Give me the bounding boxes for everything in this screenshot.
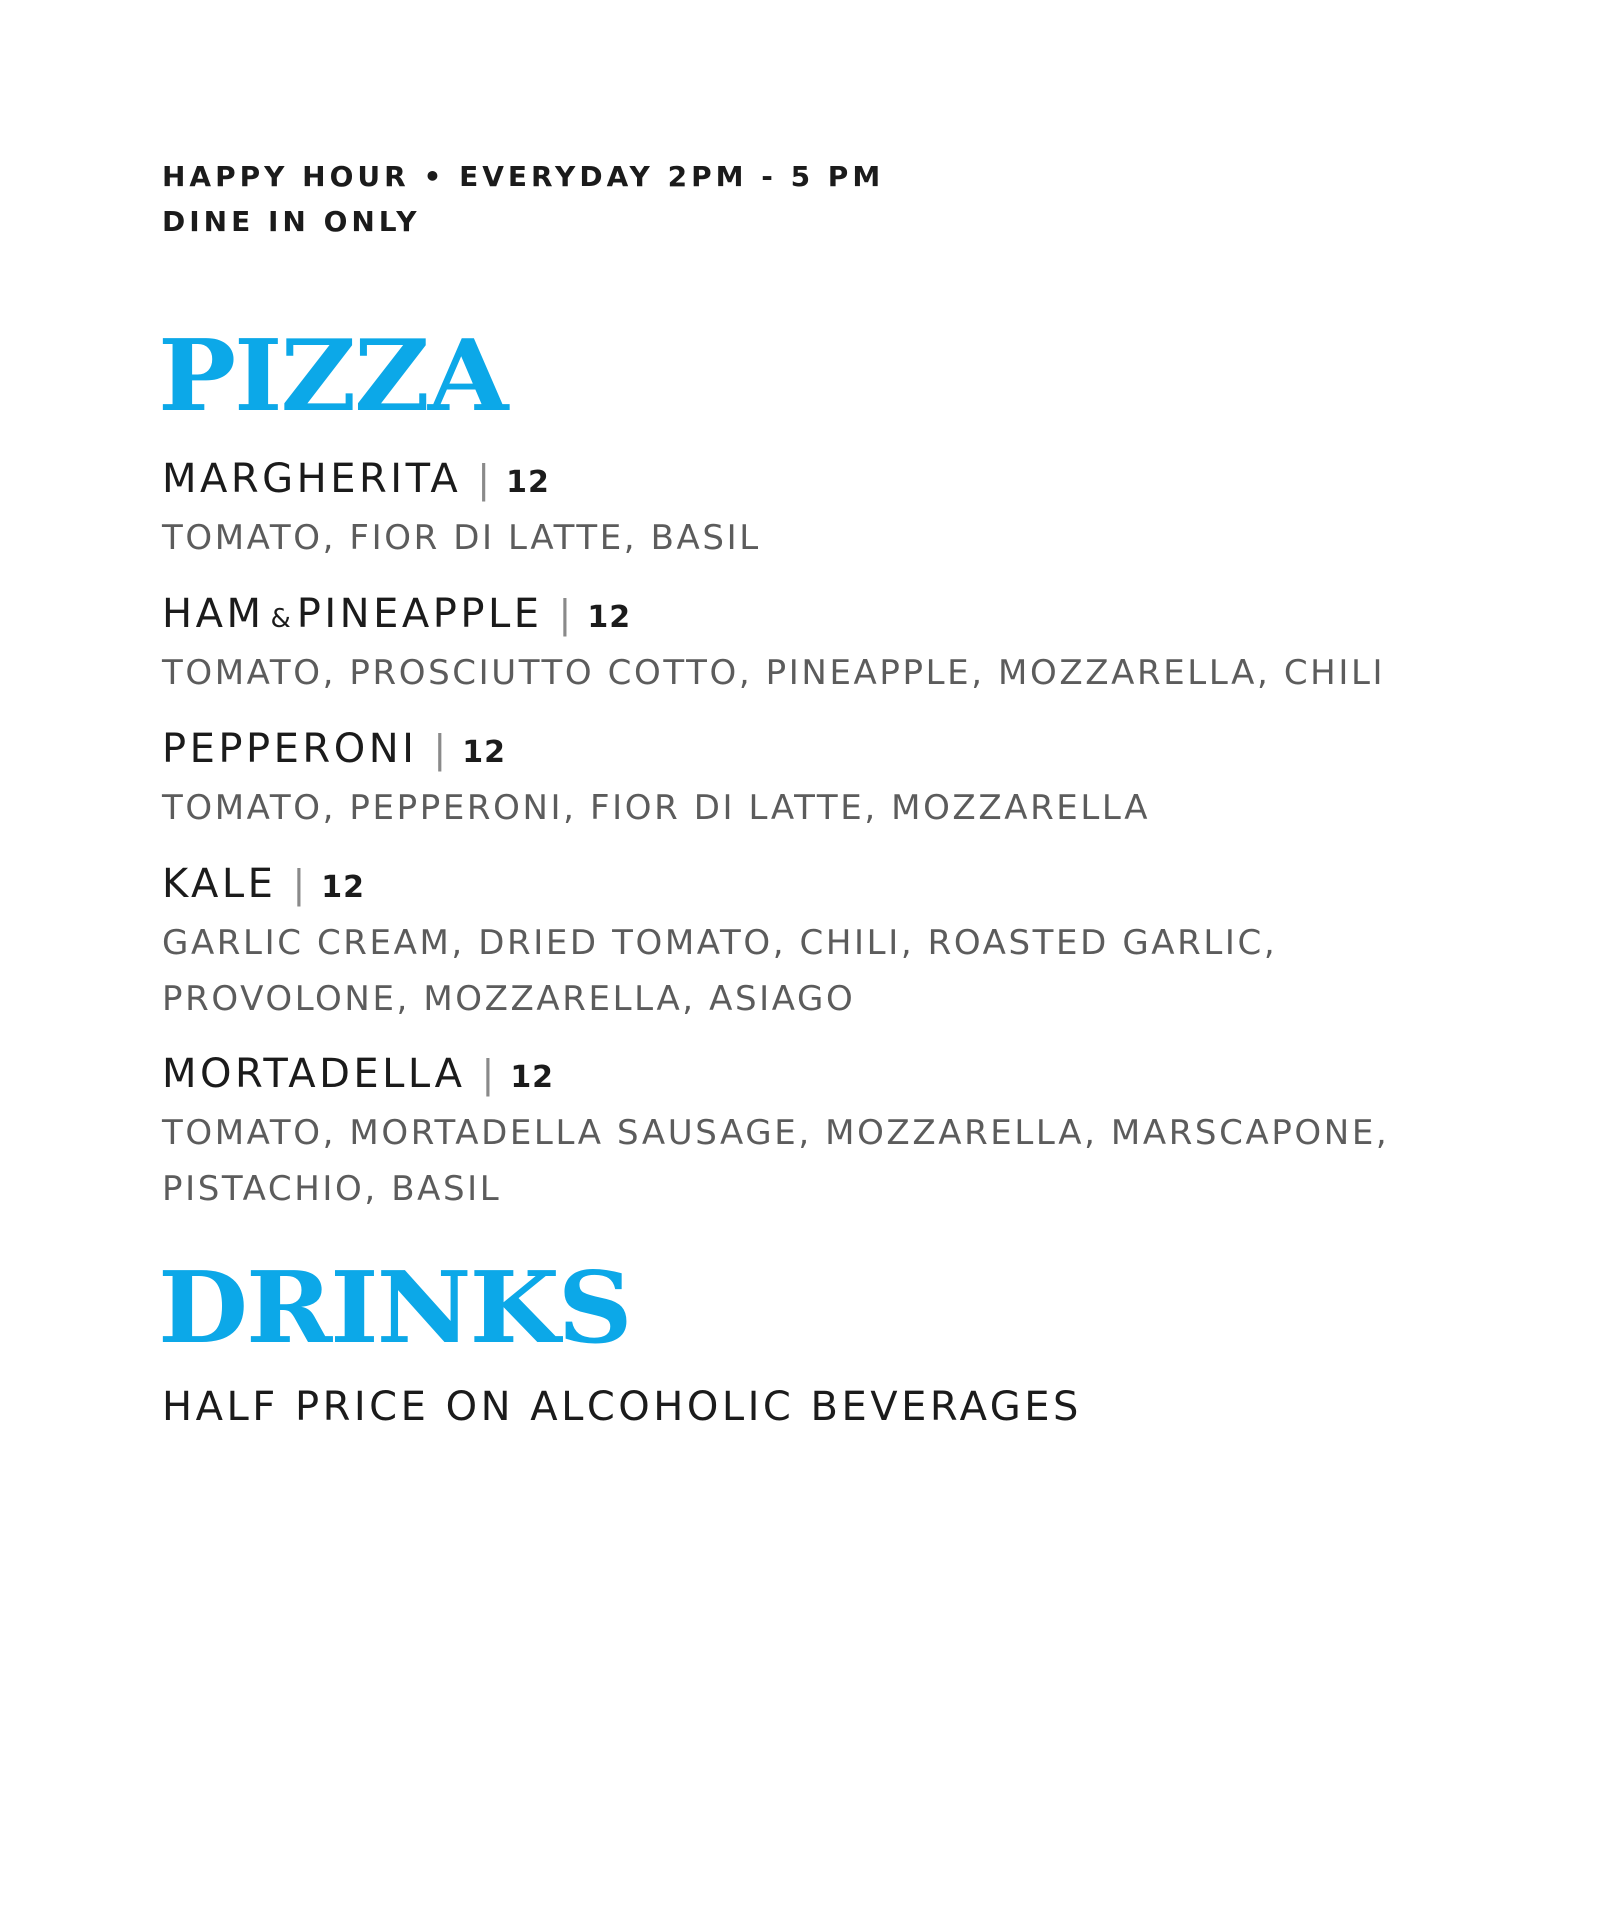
pizza-section-title: PIZZA <box>158 319 507 434</box>
item-name <box>162 591 543 637</box>
item-description <box>162 780 1462 836</box>
menu-item-ham-pineapple <box>162 591 1462 701</box>
description-line: TOMATO, FIOR DI LATTE, BASIL <box>162 518 761 558</box>
description-line: PROVOLONE, MOZZARELLA, ASIAGO <box>162 979 856 1019</box>
price-separator: | <box>558 592 572 636</box>
item-price: 12 <box>587 600 632 635</box>
description-line: GARLIC CREAM, DRIED TOMATO, CHILI, ROASTED GARLIC, <box>162 923 1278 963</box>
description-line: TOMATO, MORTADELLA SAUSAGE, MOZZARELLA, MARSCAPONE, <box>162 1113 1390 1153</box>
item-name: MARGHERITA <box>162 456 462 502</box>
item-price: 12 <box>510 1060 555 1095</box>
price-separator: | <box>433 727 447 771</box>
description-line: TOMATO, PEPPERONI, FIOR DI LATTE, MOZZARELLA <box>162 788 1151 828</box>
happy-hour-schedule: HAPPY HOUR • EVERYDAY 2PM - 5 PM <box>162 160 885 193</box>
item-price: 12 <box>321 870 366 905</box>
dine-in-notice: DINE IN ONLY <box>162 205 421 238</box>
item-description <box>162 645 1462 701</box>
price-separator: | <box>481 1052 495 1096</box>
menu-item-margherita <box>162 456 1462 566</box>
item-name: KALE <box>162 861 277 907</box>
description-line: TOMATO, PROSCIUTTO COTTO, PINEAPPLE, MOZZARELLA, CHILI <box>162 653 1386 693</box>
menu-item-kale <box>162 861 1462 1027</box>
item-description <box>162 510 1462 566</box>
item-description <box>162 1105 1462 1217</box>
item-description <box>162 915 1462 1027</box>
price-separator: | <box>292 862 306 906</box>
drinks-offer: HALF PRICE ON ALCOHOLIC BEVERAGES <box>162 1384 1082 1430</box>
item-name: MORTADELLA <box>162 1051 466 1097</box>
item-price: 12 <box>462 735 506 770</box>
description-line: PISTACHIO, BASIL <box>162 1169 502 1209</box>
item-price: 12 <box>506 465 550 500</box>
menu-item-pepperoni <box>162 726 1462 836</box>
drinks-section-title: DRINKS <box>158 1251 631 1366</box>
item-name-part1: HAM <box>162 591 265 637</box>
item-name-part2: PINEAPPLE <box>296 591 543 637</box>
price-separator: | <box>477 457 491 501</box>
menu-item-mortadella <box>162 1051 1462 1217</box>
item-name: PEPPERONI <box>162 726 418 772</box>
ampersand: & <box>270 604 291 634</box>
